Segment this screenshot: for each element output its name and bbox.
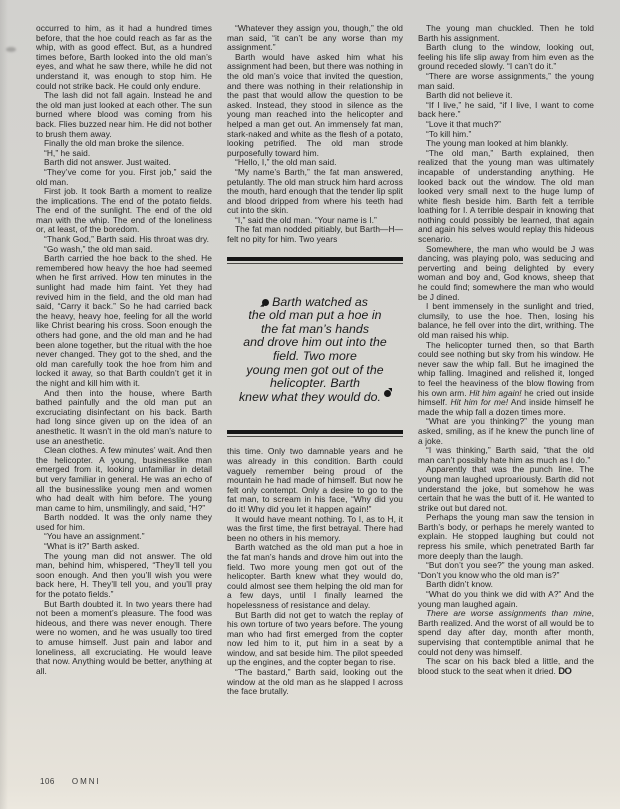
- text-column-3: [418, 24, 594, 776]
- paragraph: this time. Only two damnable years and he was already in this condition. Barth could vaguely remember being proud of the mountain he had made of himself. But now he felt only contempt. Only a desire to go to the fat man, to scream in his face, “Why did you do it! Why did you let it happen again!”: [227, 446, 403, 514]
- paragraph: Finally the old man broke the silence.: [44, 138, 185, 149]
- paragraph: “The bastard,” Barth said, looking out the window at the old man as he slapped I across the face brutally.: [227, 667, 403, 697]
- close-quote-icon: [384, 390, 391, 397]
- paragraph: Barth did not answer. Just waited.: [44, 157, 171, 168]
- text-column-1: [36, 24, 212, 776]
- end-of-article-mark: DO: [558, 665, 572, 677]
- paragraph: First job. It took Barth a moment to realize the implications. The end of the potato fields. The end of the sunlight. The end of the old man with the whip. The end of the loneliness or, at least, of the boredom.: [36, 186, 212, 235]
- paragraph: But Barth doubted it. In two years there had not been a moment’s pleasure. The food was hideous, and there was never enough. There were no women, and he was usually too tired to amuse himself. Just pain and labor and loneliness, all excruciating. He would leave that now. Anything would be better, anything at all.: [36, 598, 212, 676]
- paragraph: “What are you thinking?” the young man asked, smiling, as if he knew the punch line of a joke.: [418, 416, 594, 446]
- section-divider-top: [227, 257, 403, 264]
- paragraph: Barth would have asked him what his assignment had been, but there was nothing in the old man’s voice that invited the question, and there was nothing in their relationship in the past that would allow the question to be asked. Instead, they stood in silence as the young man reached into the helicopter and helped a man get out. An immensely fat man, stark-naked and white as the flesh of a potato, looking petrified. The old man strode purposefully toward him.: [227, 51, 403, 158]
- pull-quote-line: the fat man’s hands: [260, 321, 370, 336]
- paragraph: And then into the house, where Barth bathed painfully and the old man put an excruciating disinfectant on his back. Barth had long since given up on the idea of an anesthetic. It wasn’t in the old man’s nature to use an anesthetic.: [36, 387, 212, 446]
- text-column-2: [227, 24, 403, 776]
- pull-quote-line: Barth watched as: [229, 296, 401, 310]
- paragraph: Apparently that was the punch line. The young man laughed uproariously. Barth did not understand the joke, but somehow he was certain that he was the butt of it. He wanted to strike out but dared not.: [418, 464, 594, 513]
- pull-quote: [229, 296, 401, 405]
- paragraph: occurred to him, as it had a hundred times before, that the hoe could reach as far as the whip, with as good effect. But, as a hundred times before, Barth looked into the old man’s eyes, and what he saw there, while he did not understand it, was enough to stop him. He could not strike back. He could only endure.: [36, 24, 212, 91]
- scan-smudge: [6, 47, 16, 52]
- pull-quote-line: helicopter. Barth: [270, 376, 360, 391]
- page-number: 106: [40, 777, 55, 786]
- paragraph: There are worse assignments than mine, Barth realized. And the worst of all would be to spend day after day, month after month, supervising that contemptible animal that he could not deny was himself.: [418, 608, 594, 657]
- pull-quote-line: knew what they would do.: [229, 391, 401, 405]
- paragraph: “Love it that much?”: [426, 118, 502, 129]
- paragraph: “But don’t you see?” the young man asked. “Don’t you know who the old man is?”: [418, 560, 594, 580]
- paragraph: The scar on his back bled a little, and the blood stuck to the seat when it dried. DO: [418, 656, 594, 677]
- pull-quote-line: the old man put a hoe in: [248, 308, 382, 323]
- paragraph: “If I live,” he said, “if I live, I want to come back here.”: [418, 99, 594, 120]
- paragraph: “My name’s Barth,” the fat man answered, petulantly. The old man struck him hard across the mouth, hard enough that the tender lip split and blood dripped from where his teeth had cut into the skin.: [227, 166, 403, 216]
- paragraph: Barth nodded. It was the only name they used for him.: [36, 512, 212, 532]
- paragraph: “The old man,” Barth explained, then realized that the young man was ultimately incapable of understanding anything. He looked back out the window. The old man looked very small next to the huge lump of white flesh beside him. Barth felt a terrible loathing for I. A terrible despair in knowing that nothing could possibly be learned, that again and again his selves would replay this hideous scenario.: [418, 147, 594, 245]
- section-divider-bottom: [227, 430, 403, 437]
- paragraph: The fat man nodded pitiably, but Barth—H—felt no pity for him. Two years: [227, 224, 403, 245]
- paragraph: The young man chuckled. Then he told Barth his assignment.: [418, 24, 594, 43]
- paragraph: Barth carried the hoe back to the shed. He remembered how heavy the hoe had seemed when he first arrived. How ten minutes in the sunlight had made him faint. Yet they had revived him in the field, and the old man had said, “Carry it back.” So he had carried back the heavy, heavy hoe, feeling for all the world like Christ bearing his cross. Soon enough the others had gone, and the old man and he had been alone together, but the ritual with the hoe never changed. They got to the shed, and the old man carefully took the hoe from him and locked it away, so that Barth couldn’t get it in the night and kill him with it.: [36, 253, 212, 388]
- paragraph: “You have an assignment.”: [44, 531, 145, 542]
- paragraph: “I was thinking,” Barth said, “that the old man can’t possibly hate him as much as I do.”: [418, 445, 594, 465]
- paragraph: It would have meant nothing. To I, as to H, it was the first time, the first betrayal. There had been no others in his memory.: [227, 513, 403, 543]
- paragraph: The young man did not answer. The old man, behind him, whispered, “They’ll tell you soon enough. And then you’ll wish you were back here, H. They’ll tell you, and you’ll pray for the potato fields.”: [36, 550, 212, 600]
- paragraph: The lash did not fall again. Instead he and the old man just looked at each other. The sun burned where blood was coming from his back. Flies buzzed near him. He did not bother to brush them away.: [36, 90, 212, 139]
- paragraph: “They’ve come for you. First job,” said the old man.: [36, 166, 212, 187]
- open-quote-icon: [262, 299, 269, 306]
- paragraph: Perhaps the young man saw the tension in Barth’s body, or perhaps he merely wanted to explain. He stopped laughing but could not repress his smile, which penetrated Barth far more deeply than the laugh.: [418, 512, 594, 561]
- paragraph: “I,” said the old man. “Your name is I.”: [235, 214, 377, 225]
- paragraph: “What is it?” Barth asked.: [44, 541, 140, 552]
- column-2-lower-text: [227, 447, 403, 696]
- paragraph: “Whatever they assign you, though,” the old man said, “it can’t be any worse than my assignment.”: [227, 24, 403, 53]
- paragraph: “What do you think we did with A?” And the young man laughed again.: [418, 589, 594, 609]
- column-2-upper-text: [227, 24, 403, 245]
- pull-quote-line: field. Two more: [273, 349, 357, 364]
- paragraph: Barth watched as the old man put a hoe in the fat man’s hands and drove him out into the field. Two more young men got out of the helicopter. Barth knew what they would do, could almost see them helping the old man for a few days, until I finally learned the hopelessness of resistance and delay.: [227, 542, 403, 610]
- paragraph: Clean clothes. A few minutes’ wait. And then the helicopter. A young, businesslike man emerged from it, looking unfamiliar in detail but very familiar in general. He was an echo of all the businesslike young men and women who had dealt with him before. The young man came to him, unsmilingly, and said, “H?”: [36, 445, 212, 513]
- paragraph: “Thank God,” Barth said. His throat was dry.: [44, 234, 209, 245]
- paragraph: “H,” he said.: [44, 147, 91, 158]
- paragraph: “To kill him.”: [426, 128, 472, 139]
- paragraph: “Hello, I,” the old man said.: [235, 157, 337, 168]
- paragraph: I bent immensely in the sunlight and tried, clumsily, to use the hoe. Then, losing his balance, he fell over into the dirt, writhing. The old man raised his whip.: [418, 301, 594, 340]
- paragraph: But Barth did not get to watch the replay of his own torture of two years before. The young man who had first emerged from the copter now led him to it, put him in a seat by a window, and sat beside him. The pilot speeded up the engines, and the copter began to rise.: [227, 609, 403, 668]
- paragraph: The helicopter turned then, so that Barth could see nothing but sky from his window. He never saw the whip fall. But he imagined the whip falling. Imagined and relished it, longed to feel the heaviness of the blow flowing from his own arm. Hit him again! he cried out inside himself. Hit him for me! And inside himself he made the whip fall a dozen times more.: [418, 339, 594, 417]
- paragraph: “Go wash,” the old man said.: [44, 243, 153, 254]
- page-footer: [40, 777, 101, 786]
- paragraph: Barth didn’t know.: [426, 579, 494, 590]
- paragraph: Barth clung to the window, looking out, feeling his life slip away from him even as the ground receded slowly. “I can’t do it.”: [418, 42, 594, 72]
- magazine-name: OMNI: [71, 777, 101, 786]
- pull-quote-line: and drove him out into the: [243, 335, 387, 350]
- paragraph: “There are worse assignments,” the young man said.: [418, 70, 594, 91]
- paragraph: The young man looked at him blankly.: [426, 138, 569, 149]
- paragraph: Barth did not believe it.: [426, 90, 513, 101]
- pull-quote-block: [227, 257, 403, 438]
- pull-quote-line: young men got out of the: [246, 362, 384, 377]
- paragraph: Somewhere, the man who would be J was dancing, was playing polo, was seducing and perverting and being delighted by every woman and boy and, God knows, sheep that he could find; somewhere the man who would be J dined.: [418, 243, 594, 302]
